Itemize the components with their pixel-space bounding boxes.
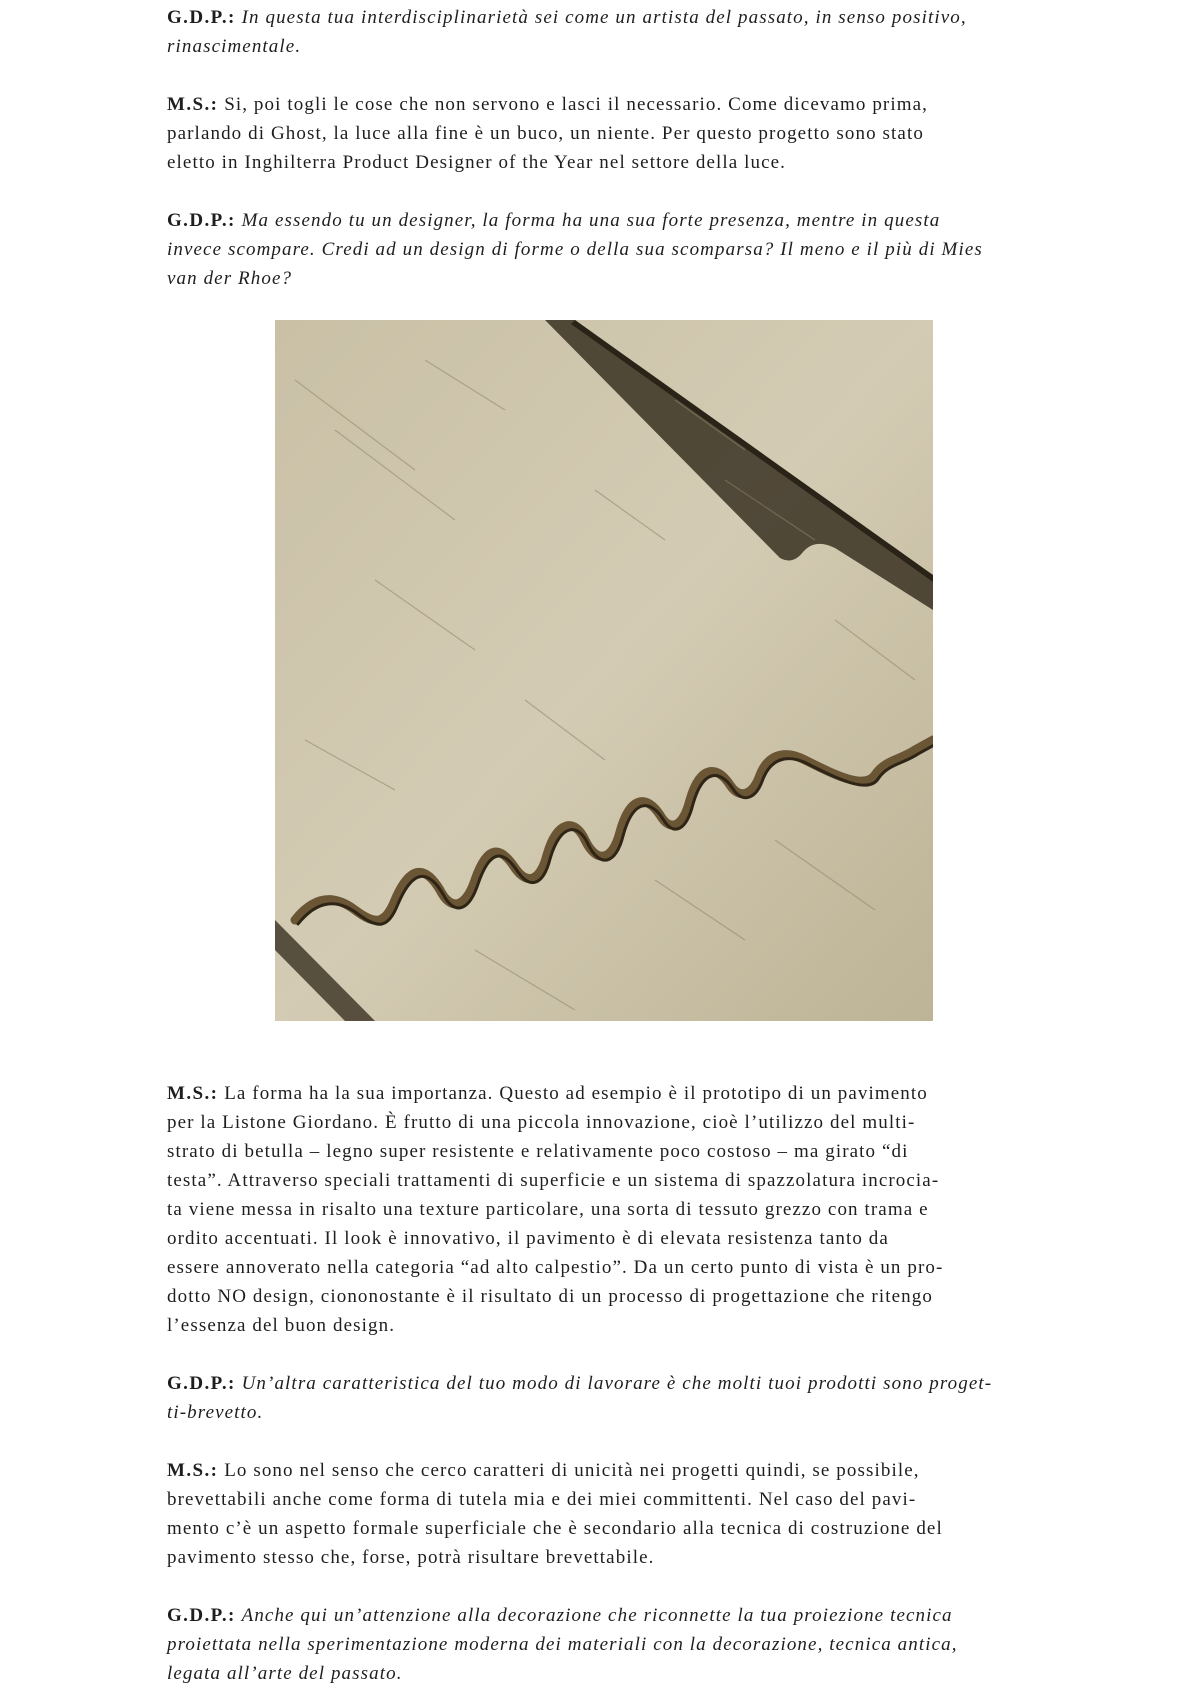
text-line: Anche qui un’attenzione alla decorazione che riconnette la tua proiezione tecnica (241, 1605, 953, 1626)
speaker-label: G.D.P.: (167, 7, 236, 28)
text-line: pavimento stesso che, forse, potrà risultare brevettabile. (167, 1547, 655, 1568)
interview-paragraph (167, 3, 1045, 61)
text-line: essere annoverato nella categoria “ad alto calpestio”. Da un certo punto di vista è un pro- (167, 1257, 944, 1278)
interview-paragraph (167, 90, 1045, 177)
text-line: Lo sono nel senso che cerco caratteri di unicità nei progetti quindi, se possibile, (224, 1460, 920, 1481)
text-line: ta viene messa in risalto una texture particolare, una sorta di tessuto grezzo con trama e (167, 1199, 929, 1220)
text-line: Si, poi togli le cose che non servono e lasci il necessario. Come dicevamo prima, (224, 94, 928, 115)
interview-paragraph (167, 1456, 1045, 1572)
text-line: proiettata nella sperimentazione moderna dei materiali con la decorazione, tecnica antica, (167, 1634, 958, 1655)
interview-paragraph (167, 1079, 1045, 1340)
text-line: Ma essendo tu un designer, la forma ha una sua forte presenza, mentre in questa (241, 210, 941, 231)
text-line: legata all’arte del passato. (167, 1663, 403, 1684)
text-line: testa”. Attraverso speciali trattamenti di superficie e un sistema di spazzolatura incrocia- (167, 1170, 940, 1191)
text-line: Un’altra caratteristica del tuo modo di lavorare è che molti tuoi prodotti sono proget- (241, 1373, 993, 1394)
text-line: l’essenza del buon design. (167, 1315, 396, 1336)
text-line: La forma ha la sua importanza. Questo ad esempio è il prototipo di un pavimento (224, 1083, 928, 1104)
text-line: per la Listone Giordano. È frutto di una piccola innovazione, cioè l’utilizzo del multi- (167, 1112, 916, 1133)
text-line: mento c’è un aspetto formale superficiale che è secondario alla tecnica di costruzione del (167, 1518, 943, 1539)
text-line: ordito accentuati. Il look è innovativo, il pavimento è di elevata resistenza tanto da (167, 1228, 889, 1249)
speaker-label: M.S.: (167, 94, 219, 115)
text-line: invece scompare. Credi ad un design di forme o della sua scomparsa? Il meno e il più di Mies (167, 239, 983, 260)
speaker-label: G.D.P.: (167, 210, 236, 231)
interview-paragraph (167, 1601, 1045, 1688)
speaker-label: G.D.P.: (167, 1605, 236, 1626)
text-line: strato di betulla – legno super resistente e relativamente poco costoso – ma girato “di (167, 1141, 909, 1162)
text-line: rinascimentale. (167, 36, 302, 57)
text-line: dotto NO design, ciononostante è il risultato di un processo di progettazione che ritengo (167, 1286, 933, 1307)
interview-paragraph (167, 206, 1045, 293)
text-line: parlando di Ghost, la luce alla fine è un buco, un niente. Per questo progetto sono stato (167, 123, 924, 144)
speaker-label: M.S.: (167, 1460, 219, 1481)
speaker-label: G.D.P.: (167, 1373, 236, 1394)
text-line: brevettabili anche come forma di tutela mia e dei miei committenti. Nel caso del pavi- (167, 1489, 917, 1510)
text-line: van der Rhoe? (167, 268, 293, 289)
speaker-label: M.S.: (167, 1083, 219, 1104)
interview-paragraph (167, 1369, 1045, 1427)
wood-floor-photo (275, 320, 933, 1021)
text-line: ti-brevetto. (167, 1402, 264, 1423)
text-line: eletto in Inghilterra Product Designer of the Year nel settore della luce. (167, 152, 787, 173)
text-line: In questa tua interdisciplinarietà sei come un artista del passato, in senso positivo, (241, 7, 967, 28)
